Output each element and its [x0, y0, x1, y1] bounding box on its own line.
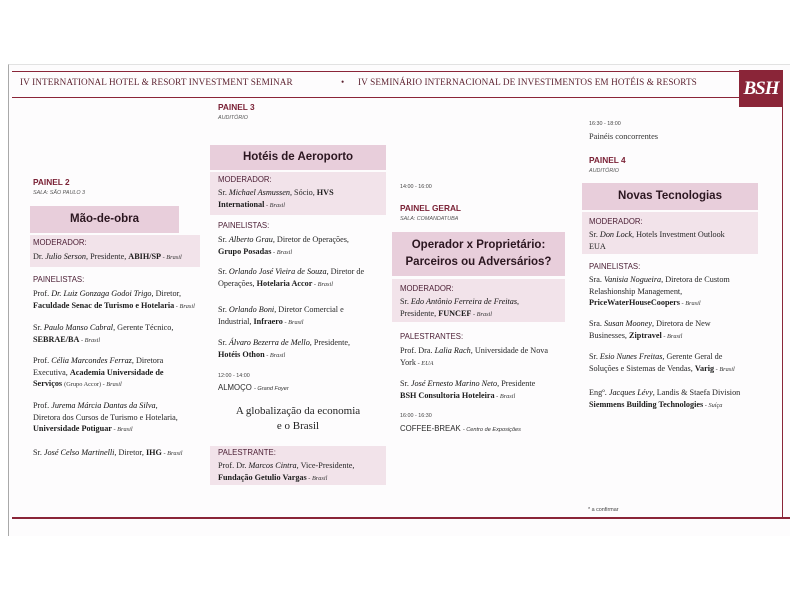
text-line	[400, 390, 535, 403]
text-segment: , Sócio,	[289, 188, 317, 197]
person-name: José Celso Martinelli	[43, 448, 115, 457]
panel3-panelists-label: PAINELISTAS:	[218, 221, 270, 230]
panel3-moderator	[218, 187, 334, 211]
text-line	[218, 460, 354, 472]
person-name: Alberto Grau	[228, 235, 273, 244]
text-segment: Sr.	[400, 297, 411, 306]
panel3-panelist	[218, 266, 364, 290]
person-name: Vanisia Nogueira	[604, 275, 662, 284]
panel4-room: AUDITÓRIO	[589, 168, 619, 174]
header-bottom-rule	[12, 97, 739, 98]
panel4-label: PAINEL 4	[589, 155, 626, 165]
country-tag: - Brasil	[282, 318, 304, 326]
text-segment: Relashionship Management,	[589, 286, 683, 296]
country-tag: - Brasil	[679, 300, 701, 307]
text-segment: , Presidente,	[86, 252, 129, 261]
lecture-title-line: A globalização da economia	[235, 405, 361, 417]
organization-name: Academia Universidade de	[69, 367, 164, 377]
panel2-panelist	[33, 355, 164, 391]
country-tag: - Brasil	[79, 336, 101, 344]
text-segment: Soluções e Sistemas de Vendas,	[589, 363, 695, 373]
text-segment: Prof.	[33, 289, 52, 298]
organization-name: FUNCEF	[438, 308, 472, 318]
panel2-panelist	[33, 447, 183, 460]
text-segment: , Presidente	[497, 379, 536, 388]
person-name: Célia Marcondes Ferraz	[51, 356, 132, 365]
coffee-label: COFFEE-BREAK	[400, 424, 461, 433]
text-line	[589, 387, 740, 399]
text-segment: , Presidente,	[309, 338, 351, 347]
text-line	[589, 399, 740, 412]
organization-name: IHG	[145, 448, 162, 457]
header-top-rule	[12, 71, 739, 72]
text-segment: Diretora dos Cursos de Turismo e Hotelaria,	[33, 412, 178, 422]
person-name: Orlando José Vieira de Souza	[228, 267, 327, 276]
panel3-moderator-label: MODERADOR:	[218, 175, 272, 184]
header-title-pt: IV SEMINÁRIO INTERNACIONAL DE INVESTIMENTOS EM HOTÉIS & RESORTS	[358, 77, 697, 87]
panel4-panelists-label: PAINELISTAS:	[589, 262, 641, 271]
text-segment: Dr.	[33, 252, 46, 261]
text-line	[218, 266, 364, 278]
country-tag: - Brasil	[312, 280, 333, 288]
person-name: Jacques Lévy	[608, 388, 653, 397]
text-line	[589, 274, 730, 286]
panel4-title: Novas Tecnologias	[582, 183, 758, 210]
lunch-place: - Grand Foyer	[253, 386, 289, 392]
text-segment: Sr.	[589, 230, 600, 239]
panel2-panelist	[33, 288, 195, 312]
panel4-moderator	[589, 229, 725, 252]
country-tag: - EUA	[416, 359, 434, 367]
person-name: Dr. Luiz Gonzaga Godoi Trigo	[51, 289, 152, 298]
organization-name: ABIH/SP	[128, 252, 162, 261]
text-segment: Executiva,	[33, 367, 70, 377]
panel3-title: Hotéis de Aeroporto	[210, 145, 386, 170]
text-line	[33, 251, 182, 264]
country-tag: - Brasil	[264, 201, 286, 209]
panel-geral-speaker	[400, 345, 548, 369]
person-name: José Ernesto Marino Neto	[410, 379, 498, 388]
text-segment: , Landis & Staefa Division	[652, 388, 741, 397]
text-line	[33, 423, 178, 436]
text-line	[589, 363, 735, 376]
text-segment: Sra.	[589, 275, 605, 284]
text-line	[218, 246, 349, 259]
country-tag: - Brasil	[306, 474, 328, 482]
country-tag: - Brasil	[101, 381, 122, 388]
organization-name: Hotéis Othon	[218, 349, 265, 359]
panel-geral-label: PAINEL GERAL	[400, 203, 462, 213]
text-segment: Sr.	[218, 235, 229, 244]
organization-name: Faculdade Senac de Turismo e Hotelaria	[33, 300, 175, 310]
text-segment: Prof.	[33, 401, 52, 410]
bsh-logo: BSH	[739, 70, 783, 107]
panel4-time: 16:30 - 18:00	[589, 121, 621, 127]
text-line	[33, 300, 195, 313]
text-line	[218, 472, 354, 485]
text-segment: Sr.	[218, 267, 229, 276]
organization-name: Hotelaria Accor	[256, 278, 313, 288]
header-separator: •	[341, 77, 345, 87]
text-line	[400, 357, 548, 370]
text-line	[589, 351, 735, 363]
text-segment: , Diretora de Custom	[661, 275, 730, 284]
lecture-title-line: e o Brasil	[276, 420, 320, 432]
text-line	[33, 334, 173, 347]
text-segment: , Vice-Presidente,	[296, 461, 355, 470]
country-tag: - Suíça	[703, 401, 723, 409]
text-segment: Prof. Dr.	[218, 461, 249, 470]
panel4-panelist	[589, 387, 740, 411]
text-segment: Prof.	[33, 356, 52, 365]
panel-geral-title	[392, 232, 565, 276]
footer-rule	[12, 517, 790, 519]
person-name: Álvaro Bezerra de Mello	[228, 338, 310, 347]
text-segment: , Gerente Técnico,	[113, 323, 174, 332]
organization-name: Fundação Getulio Vargas	[218, 472, 307, 482]
text-segment: Sr.	[218, 338, 229, 347]
text-line	[589, 330, 711, 343]
person-name: Edo Antônio Ferreira de Freitas	[410, 297, 518, 306]
organization-name: Siemmens Building Technologies	[589, 399, 704, 409]
country-tag: - Brasil	[264, 351, 286, 359]
person-name: Jurema Márcia Dantas da Silva	[51, 401, 156, 410]
panel4-panelist	[589, 318, 711, 342]
person-name: Michael Asmussen	[228, 188, 290, 197]
text-line	[33, 322, 173, 334]
text-segment: ,	[155, 401, 158, 410]
text-line	[589, 286, 730, 298]
text-segment: Sr.	[218, 188, 229, 197]
lunch-event	[218, 383, 289, 392]
text-line	[400, 345, 548, 357]
text-line	[33, 412, 178, 424]
text-segment: Sr.	[218, 305, 229, 314]
organization-name: SEBRAE/BA	[33, 334, 80, 344]
country-tag: - Brasil	[714, 365, 735, 373]
text-segment: , Diretor Comercial e	[274, 305, 344, 314]
organization-name: Infraero	[253, 316, 283, 326]
country-tag: - Brasil	[471, 310, 493, 318]
panel-geral-title-line: Operador x Proprietário:	[411, 239, 546, 251]
person-name: Esio Nunes Freitas	[599, 352, 663, 361]
text-line	[218, 187, 334, 199]
panel-geral-room: SALA: COMANDATUBA	[400, 216, 459, 222]
organization-name: Ziptravel	[629, 330, 662, 340]
text-line	[400, 378, 535, 390]
text-segment: Industrial,	[218, 316, 254, 326]
text-segment: Sra.	[589, 319, 605, 328]
panel2-panelist	[33, 400, 178, 436]
person-name: Marcos Cintra	[248, 461, 297, 470]
panel2-panelists-label: PAINELISTAS:	[33, 275, 85, 284]
header-title-en: IV INTERNATIONAL HOTEL & RESORT INVESTMENT SEMINAR	[20, 77, 293, 87]
text-segment: , Diretor de Operações,	[272, 235, 349, 244]
text-segment: York	[400, 357, 417, 367]
panel3-panelist	[218, 337, 350, 361]
text-line	[33, 288, 195, 300]
country-tag: - Brasil	[161, 254, 182, 261]
panel4-moderator-label: MODERADOR:	[589, 217, 643, 226]
organization-name: Grupo Posadas	[218, 246, 272, 256]
lunch-time: 12:00 - 14:00	[218, 373, 250, 379]
text-line	[33, 367, 164, 379]
panel-geral-speaker	[400, 378, 535, 402]
text-segment: , Diretora	[131, 356, 164, 365]
panel3-panelist	[218, 304, 344, 328]
text-segment: , Diretor,	[114, 448, 146, 457]
person-name: Paulo Manso Cabral	[43, 323, 114, 332]
coffee-place: - Centro de Exposições	[462, 427, 521, 433]
panel2-moderator-label: MODERADOR:	[33, 238, 87, 247]
text-segment: , Universidade de Nova	[470, 346, 549, 355]
text-line	[33, 447, 183, 460]
text-line	[33, 378, 164, 391]
panel-geral-moderator-label: MODERADOR:	[400, 284, 454, 293]
panel3-label: PAINEL 3	[218, 102, 255, 112]
text-segment: , Diretora de New	[652, 319, 711, 328]
person-name: Don Lock	[599, 230, 632, 239]
text-line	[218, 304, 344, 316]
text-segment: Prof. Dra.	[400, 346, 435, 355]
text-line	[589, 297, 730, 310]
text-line	[218, 349, 350, 362]
text-segment: , Diretor de	[326, 267, 365, 276]
text-segment: Engº.	[589, 388, 609, 397]
text-segment: Businesses,	[589, 330, 630, 340]
organization-name: PriceWaterHouseCoopers	[589, 298, 680, 307]
text-segment: Sr.	[33, 448, 44, 457]
panel4-note: Painéis concorrentes	[589, 132, 659, 141]
panel2-room: SALA: SÃO PAULO 3	[33, 190, 86, 196]
text-segment: Operações,	[218, 278, 257, 288]
text-segment: , Hotels Investment Outlook	[631, 230, 725, 239]
panel3-panelist	[218, 234, 349, 258]
country-tag: - Brasil	[661, 332, 683, 340]
country-tag: - Brasil	[161, 450, 183, 457]
coffee-event	[400, 424, 521, 433]
text-segment: Presidente,	[400, 308, 439, 318]
text-segment: , Gerente Geral de	[662, 352, 723, 361]
country-tag: - Brasil	[271, 248, 293, 256]
panel-geral-moderator	[400, 296, 519, 320]
panel2-title: Mão-de-obra	[30, 206, 179, 233]
text-segment: EUA	[589, 241, 606, 251]
lunch-label: ALMOÇO	[218, 383, 252, 392]
text-segment: Sr.	[400, 379, 411, 388]
organization-name: Serviços	[33, 379, 65, 388]
panel3-room: AUDITÓRIO	[218, 115, 248, 121]
panel3-speaker-label: PALESTRANTE:	[218, 448, 276, 457]
text-line	[218, 316, 344, 329]
panel-geral-title-line: Parceiros ou Adversários?	[405, 256, 552, 268]
country-tag: - Brasil	[111, 426, 133, 433]
panel4-panelist	[589, 351, 735, 375]
text-line	[400, 308, 519, 321]
right-border-rule	[782, 107, 783, 517]
text-segment: Sr.	[33, 323, 44, 332]
organization-name: BSH Consultoria Hoteleira	[400, 390, 495, 400]
text-line	[218, 337, 350, 349]
person-name: Lalia Rach	[434, 346, 471, 355]
panel-geral-time: 14:00 - 16:00	[400, 184, 432, 190]
country-tag: - Brasil	[174, 302, 195, 310]
organization-name: International	[218, 199, 265, 209]
panel3-speaker	[218, 460, 354, 484]
text-segment: ,	[517, 297, 520, 306]
text-line	[218, 234, 349, 246]
lecture-title	[210, 404, 386, 434]
text-line	[589, 229, 725, 241]
footnote: * a confirmar	[588, 507, 619, 513]
person-name: Susan Mooney	[604, 319, 652, 328]
panel2-moderator	[33, 251, 182, 264]
text-line	[33, 355, 164, 367]
text-line	[218, 278, 364, 291]
organization-name: Universidade Potiguar	[33, 424, 112, 433]
text-segment: Sr.	[589, 352, 600, 361]
parenthetical-note: (Grupo Accor)	[64, 381, 102, 388]
text-segment: , Diretor,	[151, 289, 181, 298]
panel2-panelist	[33, 322, 173, 346]
organization-name: HVS	[316, 188, 334, 197]
panel4-panelist	[589, 274, 730, 310]
person-name: Orlando Boni	[228, 305, 275, 314]
text-line	[218, 199, 334, 212]
text-line	[400, 296, 519, 308]
text-line	[33, 400, 178, 412]
person-name: Julio Serson	[45, 252, 86, 261]
organization-name: Varig	[694, 363, 715, 373]
panel-geral-speakers-label: PALESTRANTES:	[400, 332, 464, 341]
text-line	[589, 241, 725, 253]
coffee-time: 16:00 - 16:30	[400, 413, 432, 419]
text-line	[589, 318, 711, 330]
country-tag: - Brasil	[494, 392, 516, 400]
panel2-label: PAINEL 2	[33, 177, 70, 187]
